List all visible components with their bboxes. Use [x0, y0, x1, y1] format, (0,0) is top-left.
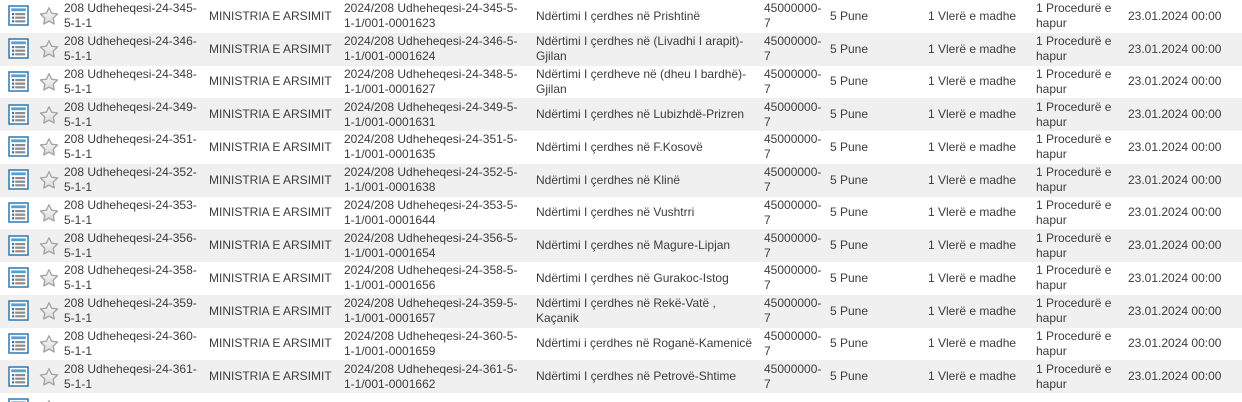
- favorite-star-button[interactable]: [38, 300, 60, 322]
- contract-title: Ndërtimi I çerdhes në Klinë: [536, 172, 681, 187]
- star-icon: [38, 333, 60, 355]
- contracting-authority: MINISTRIA E ARSIMIT: [209, 107, 332, 122]
- value-category: 1 Vlerë e madhe: [928, 205, 1017, 220]
- table-row: [0, 131, 1242, 164]
- details-cell: [0, 235, 36, 257]
- favorite-cell: [36, 300, 62, 322]
- favorite-star-button[interactable]: [38, 71, 60, 93]
- procurement-number: 2024/208 Udheheqesi-24-345-5-1-1/001-0001623: [344, 1, 518, 31]
- publication-date: 23.01.2024 00:00: [1128, 107, 1222, 122]
- favorite-star-button[interactable]: [38, 136, 60, 158]
- value-category: 1 Vlerë e madhe: [928, 369, 1017, 384]
- details-list-icon: [8, 136, 30, 158]
- details-cell: [0, 267, 36, 289]
- procedure-type: 1 Procedurë e hapur: [1036, 66, 1112, 96]
- table-row: [0, 393, 1242, 402]
- procurement-number: 2024/208 Udheheqesi-24-356-5-1-1/001-0001654: [344, 230, 518, 260]
- star-icon: [38, 202, 60, 224]
- view-details-button[interactable]: [8, 202, 30, 224]
- star-icon: [38, 5, 60, 27]
- favorite-cell: [36, 366, 62, 388]
- publication-date: 23.01.2024 00:00: [1128, 205, 1222, 220]
- favorite-star-button[interactable]: [38, 235, 60, 257]
- publication-date: 23.01.2024 00:00: [1128, 336, 1222, 351]
- value-category: 1 Vlerë e madhe: [928, 139, 1017, 154]
- activity-number: 208 Udheheqesi-24-353-5-1-1: [64, 197, 197, 227]
- table-row: [0, 66, 1242, 99]
- details-cell: [0, 71, 36, 93]
- activity-number: 208 Udheheqesi-24-359-5-1-1: [64, 296, 197, 326]
- contracting-authority: MINISTRIA E ARSIMIT: [209, 303, 332, 318]
- procedure-type: 1 Procedurë e hapur: [1036, 99, 1112, 129]
- procurement-number: 2024/208 Udheheqesi-24-349-5-1-1/001-0001631: [344, 99, 518, 129]
- table-row: [0, 0, 1242, 33]
- view-details-button[interactable]: [8, 300, 30, 322]
- cpv-code: 45000000-7: [764, 296, 822, 326]
- details-cell: [0, 104, 36, 126]
- details-list-icon: [8, 300, 30, 322]
- cpv-code: 45000000-7: [764, 66, 822, 96]
- view-details-button[interactable]: [8, 136, 30, 158]
- procurement-number: 2024/208 Udheheqesi-24-359-5-1-1/001-0001657: [344, 296, 518, 326]
- favorite-cell: [36, 104, 62, 126]
- cpv-code: 45000000-7: [764, 361, 822, 391]
- favorite-star-button[interactable]: [38, 202, 60, 224]
- contract-type: 5 Pune: [830, 107, 869, 122]
- activity-number: 208 Udheheqesi-24-348-5-1-1: [64, 66, 197, 96]
- value-category: 1 Vlerë e madhe: [928, 172, 1017, 187]
- favorite-cell: [36, 136, 62, 158]
- contract-title: Ndërtimi I çerdhes në Prishtinë: [536, 8, 701, 23]
- contract-title: Ndërtimi I çerdhes në Vushtrri: [536, 205, 695, 220]
- table-row: [0, 98, 1242, 131]
- details-cell: [0, 398, 36, 402]
- star-icon: [38, 267, 60, 289]
- favorite-cell: [36, 71, 62, 93]
- table-row: [0, 229, 1242, 262]
- details-list-icon: [8, 38, 30, 60]
- activity-number: 208 Udheheqesi-24-356-5-1-1: [64, 230, 197, 260]
- contracting-authority: MINISTRIA E ARSIMIT: [209, 369, 332, 384]
- table-row: [0, 33, 1242, 66]
- view-details-button[interactable]: [8, 71, 30, 93]
- procedure-type: 1 Procedurë e hapur: [1036, 132, 1112, 162]
- star-icon: [38, 71, 60, 93]
- contract-title: Ndërtimi I çerdhes në F.Kosovë: [536, 139, 703, 154]
- details-list-icon: [8, 235, 30, 257]
- cpv-code: 45000000-7: [764, 263, 822, 293]
- publication-date: 23.01.2024 00:00: [1128, 139, 1222, 154]
- contract-type: 5 Pune: [830, 238, 869, 253]
- contracting-authority: MINISTRIA E ARSIMIT: [209, 172, 332, 187]
- publication-date: 23.01.2024 00:00: [1128, 8, 1222, 23]
- favorite-star-button[interactable]: [38, 5, 60, 27]
- star-icon: [38, 300, 60, 322]
- contract-type: 5 Pune: [830, 205, 869, 220]
- view-details-button[interactable]: [8, 38, 30, 60]
- details-cell: [0, 202, 36, 224]
- procedure-type: 1 Procedurë e hapur: [1036, 165, 1112, 195]
- procedure-type: 1 Procedurë e hapur: [1036, 230, 1112, 260]
- value-category: 1 Vlerë e madhe: [928, 238, 1017, 253]
- contracting-authority: MINISTRIA E ARSIMIT: [209, 336, 332, 351]
- publication-date: 23.01.2024 00:00: [1128, 41, 1222, 56]
- details-list-icon: [8, 398, 30, 402]
- view-details-button[interactable]: [8, 5, 30, 27]
- table-row: [0, 360, 1242, 393]
- contracting-authority: MINISTRIA E ARSIMIT: [209, 238, 332, 253]
- procurement-number: 2024/208 Udheheqesi-24-348-5-1-1/001-0001627: [344, 66, 518, 96]
- details-list-icon: [8, 169, 30, 191]
- activity-number: 208 Udheheqesi-24-358-5-1-1: [64, 263, 197, 293]
- publication-date: 23.01.2024 00:00: [1128, 303, 1222, 318]
- procedure-type: 1 Procedurë e hapur: [1036, 263, 1112, 293]
- details-list-icon: [8, 104, 30, 126]
- contract-type: 5 Pune: [830, 303, 869, 318]
- table-row: [0, 197, 1242, 230]
- contract-type: 5 Pune: [830, 172, 869, 187]
- favorite-cell: [36, 38, 62, 60]
- view-details-button[interactable]: [8, 169, 30, 191]
- details-list-icon: [8, 202, 30, 224]
- activity-number: 208 Udheheqesi-24-345-5-1-1: [64, 1, 197, 31]
- favorite-cell: [36, 5, 62, 27]
- contract-type: 5 Pune: [830, 270, 869, 285]
- contract-type: 5 Pune: [830, 8, 869, 23]
- contracting-authority: MINISTRIA E ARSIMIT: [209, 205, 332, 220]
- details-list-icon: [8, 366, 30, 388]
- table-row: [0, 295, 1242, 328]
- details-cell: [0, 169, 36, 191]
- star-icon: [38, 366, 60, 388]
- favorite-star-button[interactable]: [38, 333, 60, 355]
- procurement-number: 2024/208 Udheheqesi-24-351-5-1-1/001-0001635: [344, 132, 518, 162]
- publication-date: 23.01.2024 00:00: [1128, 172, 1222, 187]
- procedure-type: 1 Procedurë e hapur: [1036, 361, 1112, 391]
- view-details-button[interactable]: [8, 398, 30, 402]
- star-icon: [38, 169, 60, 191]
- cpv-code: 45000000-7: [764, 197, 822, 227]
- details-cell: [0, 333, 36, 355]
- details-list-icon: [8, 71, 30, 93]
- contract-type: 5 Pune: [830, 336, 869, 351]
- details-cell: [0, 366, 36, 388]
- value-category: 1 Vlerë e madhe: [928, 41, 1017, 56]
- contract-title: Ndërtimi I çerdhes në Petrovë-Shtime: [536, 369, 737, 384]
- contract-title: Ndërtimi I çerdhes në Gurakoc-Istog: [536, 270, 729, 285]
- table-row: [0, 164, 1242, 197]
- contract-title: Ndërtimi I çerdhes në Lubizhdë-Prizren: [536, 107, 745, 122]
- favorite-cell: [36, 169, 62, 191]
- publication-date: 23.01.2024 00:00: [1128, 369, 1222, 384]
- contract-title: Ndërtimi i çerdhes në Roganë-Kamenicë: [536, 336, 753, 351]
- contract-title: Ndërtimi I çerdhes në (Livadhi I arapit)-Gjilan: [536, 34, 744, 64]
- favorite-star-button[interactable]: [38, 267, 60, 289]
- cpv-code: 45000000-7: [764, 34, 822, 64]
- cpv-code: 45000000-7: [764, 1, 822, 31]
- view-details-button[interactable]: [8, 267, 30, 289]
- procurement-number: 2024/208 Udheheqesi-24-361-5-1-1/001-0001662: [344, 361, 518, 391]
- cpv-code: 45000000-7: [764, 230, 822, 260]
- contract-title: Ndërtimi I çerdhes në Magure-Lipjan: [536, 238, 731, 253]
- contracting-authority: MINISTRIA E ARSIMIT: [209, 74, 332, 89]
- contract-title: Ndërtimi I çerdheve në (dheu I bardhë)-Gjilan: [536, 66, 747, 96]
- star-icon: [38, 104, 60, 126]
- details-cell: [0, 38, 36, 60]
- table-row: [0, 262, 1242, 295]
- contract-title: Ndërtimi I çerdhes në Rekë-Vatë , Kaçanik: [536, 296, 716, 326]
- star-icon: [38, 235, 60, 257]
- contracting-authority: MINISTRIA E ARSIMIT: [209, 8, 332, 23]
- publication-date: 23.01.2024 00:00: [1128, 270, 1222, 285]
- favorite-star-button[interactable]: [38, 38, 60, 60]
- star-icon: [38, 398, 60, 402]
- value-category: 1 Vlerë e madhe: [928, 74, 1017, 89]
- details-list-icon: [8, 5, 30, 27]
- value-category: 1 Vlerë e madhe: [928, 270, 1017, 285]
- procurement-number: 2024/208 Udheheqesi-24-360-5-1-1/001-0001659: [344, 328, 518, 358]
- details-cell: [0, 300, 36, 322]
- details-cell: [0, 136, 36, 158]
- cpv-code: 45000000-7: [764, 328, 822, 358]
- view-details-button[interactable]: [8, 235, 30, 257]
- contracting-authority: MINISTRIA E ARSIMIT: [209, 41, 332, 56]
- favorite-cell: [36, 267, 62, 289]
- contract-type: 5 Pune: [830, 139, 869, 154]
- favorite-cell: [36, 235, 62, 257]
- favorite-star-button[interactable]: [38, 104, 60, 126]
- contracting-authority: MINISTRIA E ARSIMIT: [209, 139, 332, 154]
- details-list-icon: [8, 333, 30, 355]
- cpv-code: 45000000-7: [764, 132, 822, 162]
- activity-number: 208 Udheheqesi-24-351-5-1-1: [64, 132, 197, 162]
- favorite-star-button[interactable]: [38, 398, 60, 402]
- view-details-button[interactable]: [8, 104, 30, 126]
- activity-number: 208 Udheheqesi-24-360-5-1-1: [64, 328, 197, 358]
- details-list-icon: [8, 267, 30, 289]
- procedure-type: 1 Procedurë e hapur: [1036, 296, 1112, 326]
- contract-type: 5 Pune: [830, 74, 869, 89]
- table-row: [0, 328, 1242, 361]
- contract-type: 5 Pune: [830, 41, 869, 56]
- activity-number: 208 Udheheqesi-24-349-5-1-1: [64, 99, 197, 129]
- details-cell: [0, 5, 36, 27]
- view-details-button[interactable]: [8, 333, 30, 355]
- value-category: 1 Vlerë e madhe: [928, 8, 1017, 23]
- procedure-type: 1 Procedurë e hapur: [1036, 34, 1112, 64]
- value-category: 1 Vlerë e madhe: [928, 336, 1017, 351]
- procedure-type: 1 Procedurë e hapur: [1036, 1, 1112, 31]
- view-details-button[interactable]: [8, 366, 30, 388]
- favorite-cell: [36, 398, 62, 402]
- favorite-star-button[interactable]: [38, 366, 60, 388]
- favorite-star-button[interactable]: [38, 169, 60, 191]
- activity-number: 208 Udheheqesi-24-361-5-1-1: [64, 361, 197, 391]
- favorite-cell: [36, 202, 62, 224]
- cpv-code: 45000000-7: [764, 165, 822, 195]
- publication-date: 23.01.2024 00:00: [1128, 74, 1222, 89]
- favorite-cell: [36, 333, 62, 355]
- procedure-type: 1 Procedurë e hapur: [1036, 328, 1112, 358]
- value-category: 1 Vlerë e madhe: [928, 303, 1017, 318]
- star-icon: [38, 38, 60, 60]
- contracting-authority: MINISTRIA E ARSIMIT: [209, 270, 332, 285]
- procurement-number: 2024/208 Udheheqesi-24-358-5-1-1/001-0001656: [344, 263, 518, 293]
- activity-number: 208 Udheheqesi-24-352-5-1-1: [64, 165, 197, 195]
- star-icon: [38, 136, 60, 158]
- procedure-type: 1 Procedurë e hapur: [1036, 197, 1112, 227]
- procurement-number: 2024/208 Udheheqesi-24-352-5-1-1/001-0001638: [344, 165, 518, 195]
- procurement-number: 2024/208 Udheheqesi-24-346-5-1-1/001-0001624: [344, 34, 518, 64]
- publication-date: 23.01.2024 00:00: [1128, 238, 1222, 253]
- cpv-code: 45000000-7: [764, 99, 822, 129]
- value-category: 1 Vlerë e madhe: [928, 107, 1017, 122]
- procurement-number: 2024/208 Udheheqesi-24-353-5-1-1/001-0001644: [344, 197, 518, 227]
- contract-type: 5 Pune: [830, 369, 869, 384]
- activity-number: 208 Udheheqesi-24-346-5-1-1: [64, 34, 197, 64]
